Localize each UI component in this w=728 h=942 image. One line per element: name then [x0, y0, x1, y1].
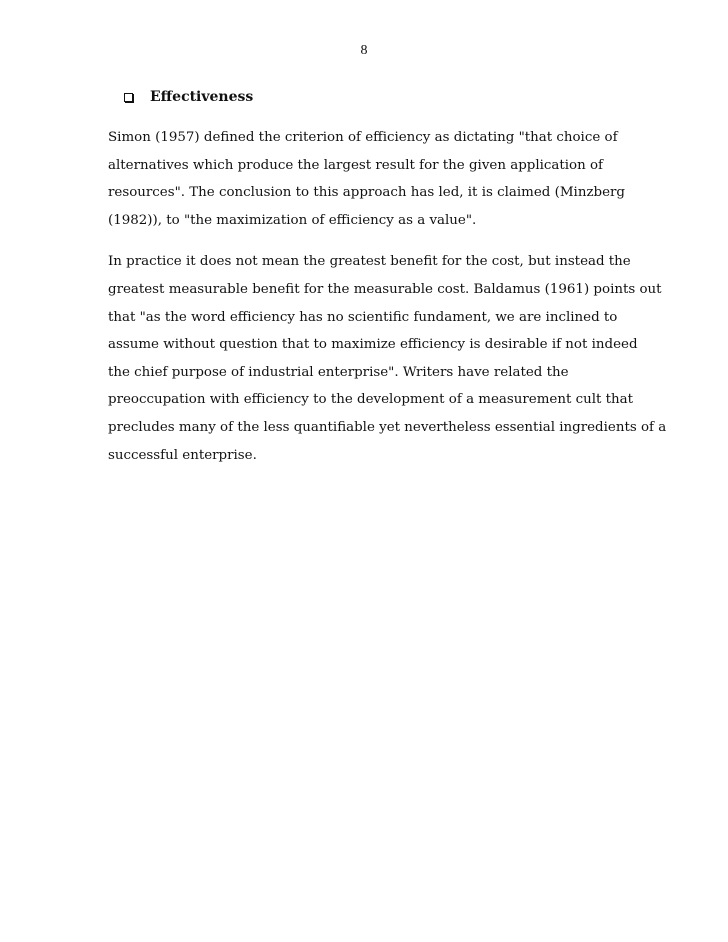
page-number: 8	[360, 43, 368, 58]
body-text	[108, 124, 667, 469]
paragraph-line: In practice it does not mean the greatest benefit for the cost, but instead the	[108, 254, 631, 270]
paragraph-line: successful enterprise.	[108, 447, 257, 463]
paragraph-line: the chief purpose of industrial enterprise". Writers have related the	[108, 364, 569, 380]
paragraph-line: greatest measurable benefit for the measurable cost. Baldamus (1961) points out	[108, 281, 662, 297]
paragraph-2	[108, 248, 667, 469]
paragraph-line: precludes many of the less quantifiable yet nevertheless essential ingredients of a	[108, 419, 667, 435]
hollow-square-bullet-icon	[124, 93, 133, 102]
paragraph-line: resources". The conclusion to this approach has led, it is claimed (Minzberg	[108, 185, 625, 201]
paragraph-line: that "as the word efficiency has no scientific fundament, we are inclined to	[108, 309, 618, 325]
section-heading-row	[124, 87, 253, 107]
paragraph-1	[108, 124, 628, 234]
paragraph-line: Simon (1957) defined the criterion of efficiency as dictating "that choice of	[108, 130, 618, 145]
paragraph-line: alternatives which produce the largest result for the given application of	[108, 157, 604, 173]
paragraph-line: preoccupation with efficiency to the development of a measurement cult that	[108, 392, 634, 408]
paragraph-line: (1982)), to "the maximization of efficiency as a value".	[108, 212, 477, 228]
paragraph-line: assume without question that to maximize efficiency is desirable if not indeed	[108, 337, 638, 353]
section-heading: Effectiveness	[150, 89, 254, 105]
